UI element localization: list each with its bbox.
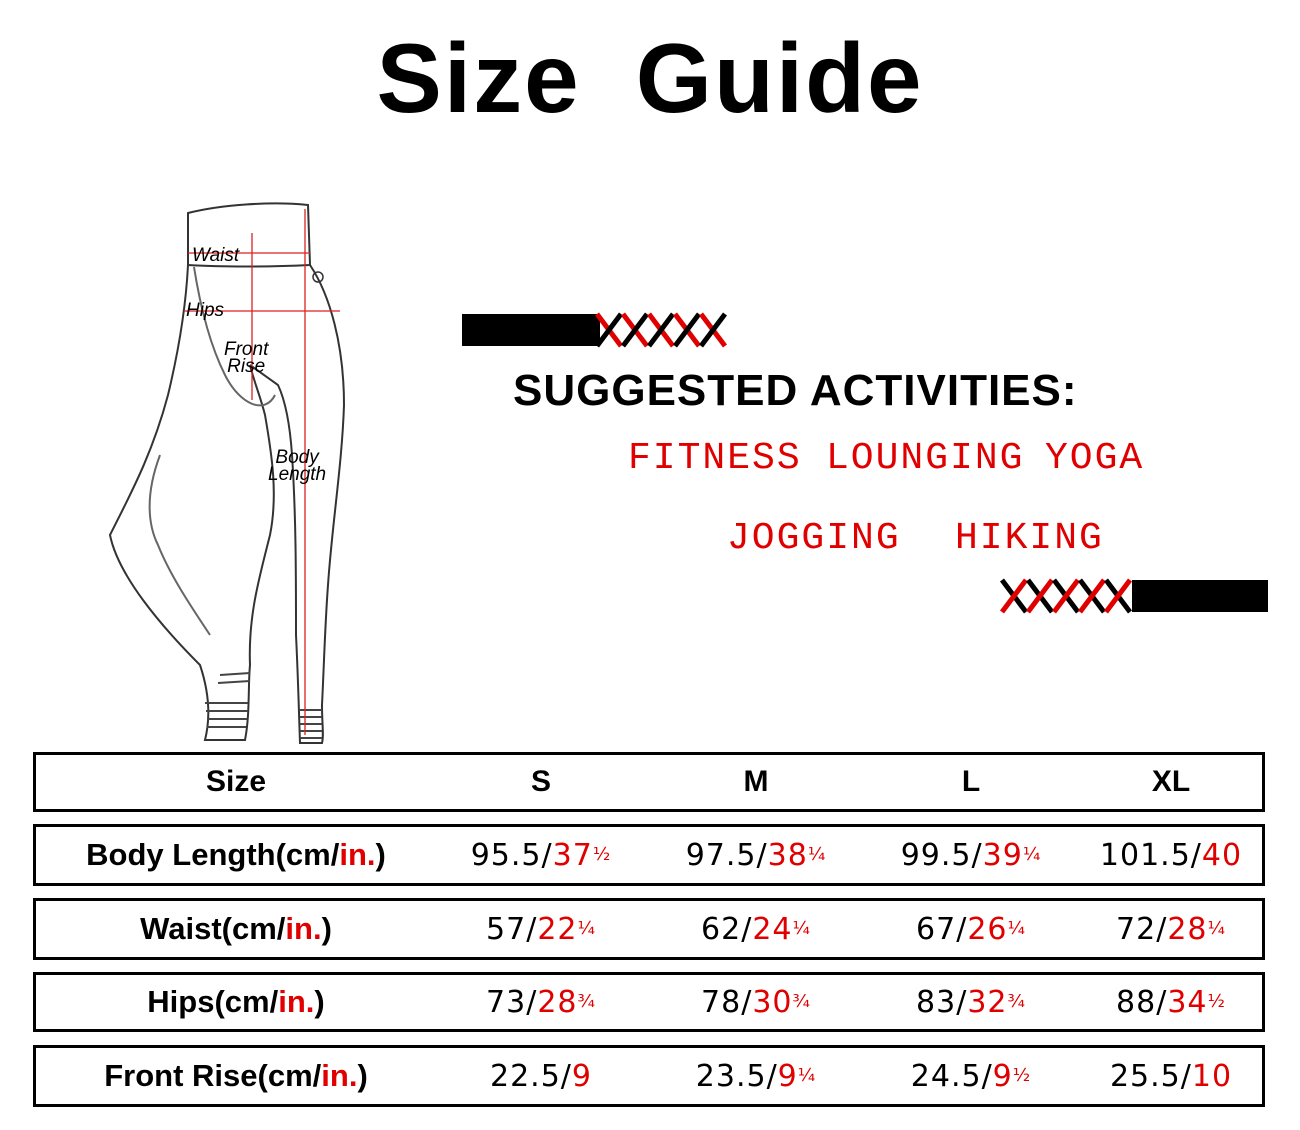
hips-label: Hips [186,300,225,321]
row-label [36,1048,436,1104]
row-label-end: ) [375,837,386,872]
table-cell: 23.5/ 9 ¼ [695,1058,817,1094]
row-label-unit: in. [339,837,376,872]
cross-pattern-icon [1000,578,1136,614]
table-cell: 72/ 28 ¼ [1116,911,1226,947]
header-size-xl: XL [1151,765,1191,798]
cell-cm: 73/ [486,984,538,1020]
cell-cm: 72/ [1116,911,1168,947]
cell-cm: 22.5/ [490,1058,572,1094]
table-cell: 95.5/ 37 ½ [470,837,612,873]
body-length-label-line1: Body [275,447,319,468]
row-label-end: ) [314,984,325,1019]
table-header-row [33,752,1265,812]
header-size-l: L [961,765,981,798]
front-rise-label [224,341,268,375]
row-label-text: Body Length(cm/ [86,837,340,872]
cell-cm: 101.5/ [1099,837,1202,873]
activity-hiking: HIKING [955,517,1104,560]
header-size-s: S [530,765,551,798]
cell-in: 28 [1167,911,1208,947]
row-label-unit: in. [278,984,315,1019]
cell-in: 39 [982,837,1023,873]
row-label-end: ) [357,1058,368,1093]
cell-in: 10 [1191,1058,1233,1094]
activities-heading: SUGGESTED ACTIVITIES: [513,366,1078,415]
table-cell: 83/ 32 ¾ [916,984,1026,1020]
cross-pattern-icon [595,312,731,348]
decorative-bar-bottom [1132,580,1268,612]
header-size-m: M [743,765,769,798]
cell-in: 32 [967,984,1008,1020]
front-rise-label-line2: Rise [227,356,266,377]
table-row [33,972,1265,1032]
cell-cm: 23.5/ [695,1058,778,1094]
table-cell: 88/ 34 ½ [1116,984,1226,1020]
row-label-text: Front Rise(cm/ [104,1058,322,1093]
row-label-unit: in. [321,1058,358,1093]
row-label [36,901,436,957]
cell-in: 38 [767,837,808,873]
cell-cm: 88/ [1116,984,1168,1020]
cell-cm: 57/ [486,911,538,947]
row-label-text: Waist(cm/ [140,911,286,946]
row-label-unit: in. [285,911,322,946]
row-label-text: Hips(cm/ [147,984,279,1019]
cell-cm: 67/ [916,911,968,947]
cell-cm: 95.5/ [470,837,553,873]
decorative-bar-top [462,314,600,346]
header-size-label: Size [205,765,267,798]
table-row [33,1045,1265,1107]
table-cell: 78/ 30 ¾ [701,984,811,1020]
page-title: Size Guide [376,23,924,133]
cell-in: 28 [537,984,578,1020]
cell-in: 9 [571,1058,592,1094]
cell-cm: 25.5/ [1109,1058,1192,1094]
table-row [33,898,1265,960]
row-label [36,975,436,1029]
cell-cm: 78/ [701,984,753,1020]
cell-in: 34 [1167,984,1208,1020]
table-cell: 99.5/ 39 ¼ [900,837,1042,873]
cell-in: 40 [1201,837,1243,873]
cell-in: 9 [777,1058,798,1094]
table-cell: 62/ 24 ¼ [701,911,811,947]
activity-fitness: FITNESS [628,437,802,480]
activity-lounging: LOUNGING [826,437,1025,480]
waist-label: Waist [192,245,240,266]
table-cell: 57/ 22 ¼ [486,911,596,947]
cell-in: 22 [537,911,578,947]
row-label [36,827,436,883]
table-cell [1071,827,1271,883]
front-rise-label-line1: Front [224,339,269,360]
cell-in: 24 [752,911,793,947]
cell-cm: 99.5/ [900,837,983,873]
cell-in: 9 [992,1058,1013,1094]
cell-in: 30 [752,984,793,1020]
cell-in: 37 [552,837,593,873]
cell-cm: 97.5/ [685,837,768,873]
cell-cm: 24.5/ [910,1058,993,1094]
leggings-diagram [100,195,360,750]
activity-jogging: JOGGING [727,517,901,560]
table-cell [1071,1048,1271,1104]
table-cell: 67/ 26 ¼ [916,911,1026,947]
row-label-end: ) [321,911,332,946]
activity-yoga: YOGA [1045,437,1145,480]
table-cell: 97.5/ 38 ¼ [685,837,827,873]
body-length-label-line2: Length [268,464,327,485]
cell-cm: 62/ [701,911,753,947]
body-length-label [268,449,326,483]
table-row [33,824,1265,886]
table-cell: 24.5/ 9 ½ [910,1058,1032,1094]
cell-cm: 83/ [916,984,968,1020]
table-cell [436,1048,646,1104]
table-cell: 73/ 28 ¾ [486,984,596,1020]
cell-in: 26 [967,911,1008,947]
